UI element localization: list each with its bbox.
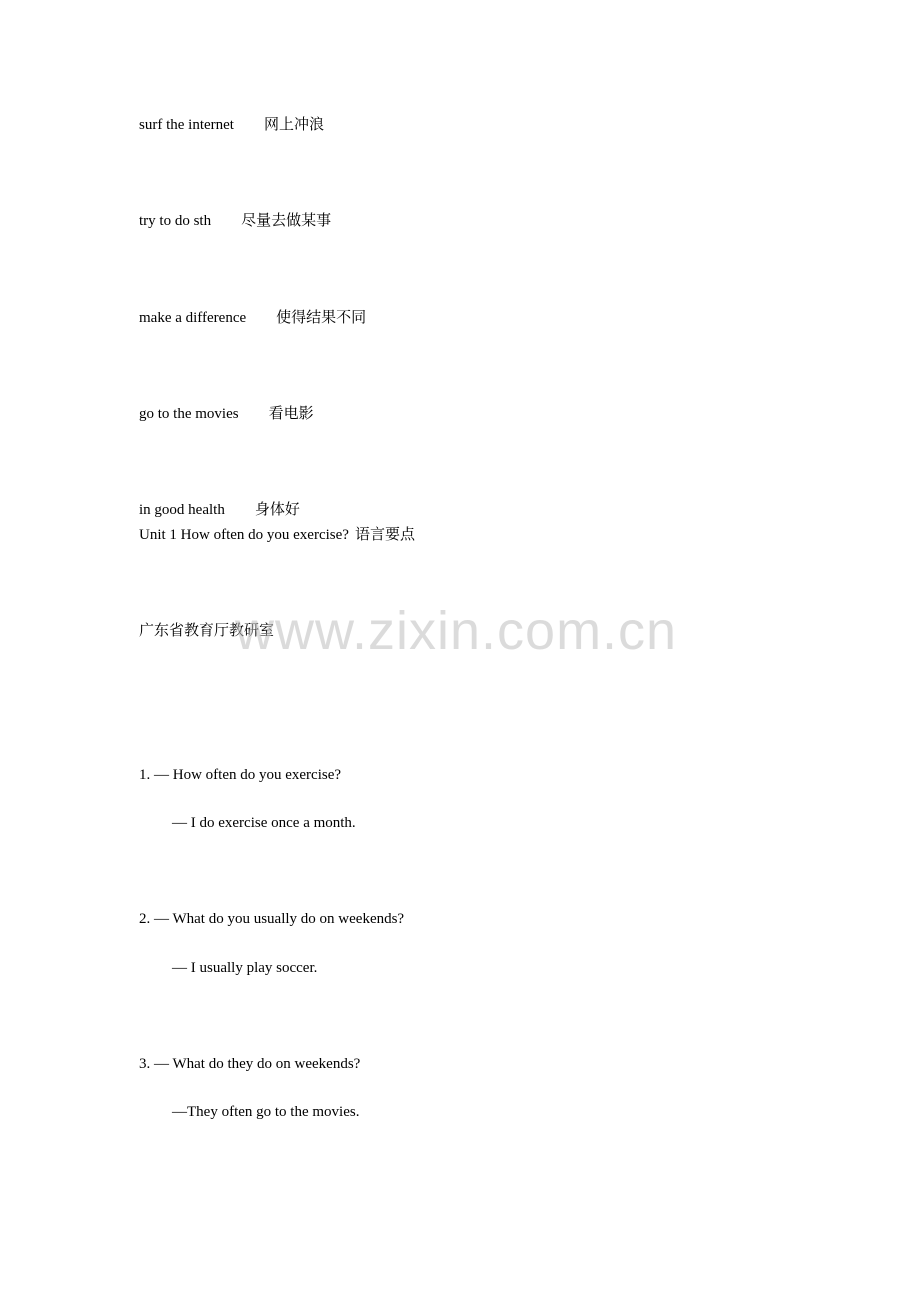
phrase-chinese: 看电影 bbox=[268, 404, 314, 422]
dialogue-question: 2. — What do you usually do on weekends? bbox=[139, 911, 405, 927]
phrase-chinese: 使得结果不同 bbox=[276, 308, 367, 326]
dialogue-answer: — I do exercise once a month. bbox=[172, 815, 356, 831]
phrase-row bbox=[139, 210, 331, 231]
phrase-english: go to the movies bbox=[139, 406, 239, 422]
phrase-row bbox=[139, 499, 300, 520]
dialogue-question: 1. — How often do you exercise? bbox=[139, 767, 342, 783]
phrase-row bbox=[139, 114, 324, 135]
unit-title-english: Unit 1 How often do you exercise? bbox=[139, 527, 349, 543]
unit-title bbox=[139, 524, 415, 545]
phrase-english: make a difference bbox=[139, 310, 247, 326]
dialogue-question: 3. — What do they do on weekends? bbox=[139, 1056, 361, 1072]
unit-title-chinese: 语言要点 bbox=[354, 525, 415, 543]
phrase-chinese: 网上冲浪 bbox=[263, 115, 324, 133]
watermark: www.zixin.com.cn bbox=[235, 601, 678, 661]
office-name: 广东省教育厅教研室 bbox=[139, 621, 275, 639]
dialogue-answer: — I usually play soccer. bbox=[172, 960, 318, 976]
phrase-english: in good health bbox=[139, 502, 225, 518]
phrase-english: surf the internet bbox=[139, 117, 234, 133]
phrase-english: try to do sth bbox=[139, 213, 212, 229]
dialogue-answer: —They often go to the movies. bbox=[172, 1104, 360, 1120]
phrase-chinese: 尽量去做某事 bbox=[241, 211, 332, 229]
phrase-row bbox=[139, 307, 366, 328]
phrase-chinese: 身体好 bbox=[254, 500, 300, 518]
phrase-row bbox=[139, 403, 314, 424]
